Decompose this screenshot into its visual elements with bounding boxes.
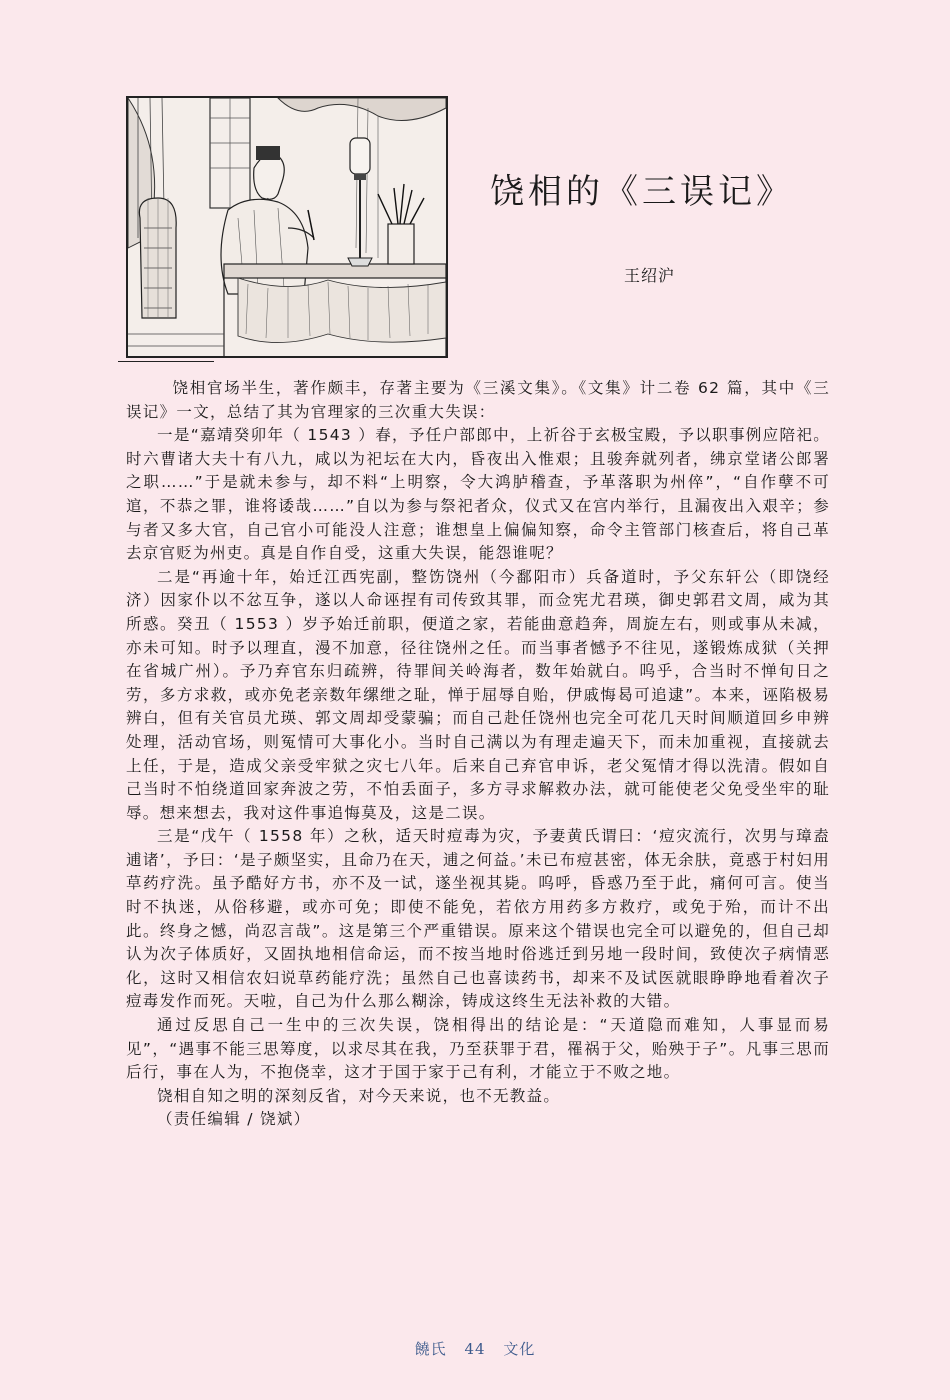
editor-credit: （责任编辑 / 饶斌）	[157, 1110, 311, 1129]
article-body	[126, 377, 830, 1132]
footer-section-name: 文化	[503, 1340, 536, 1358]
page-number: 44	[464, 1340, 486, 1358]
woodcut-illustration	[126, 96, 448, 358]
paragraph-intro: 饶相官场半生，著作颇丰，存著主要为《三溪文集》。《文集》计二卷 62 篇，其中《三误记》一文，总结了其为官理家的三次重大失误：	[126, 379, 830, 421]
paragraph-closing: 饶相自知之明的深刻反省，对今天来说，也不无教益。	[157, 1086, 561, 1105]
paragraph-conclusion: 通过反思自己一生中的三次失误，饶相得出的结论是：“天道隐而难知，人事显而易见”，“遇事不能三思筹度，以求尽其在我，乃至获罪于君，罹祸于父，贻殃于子”。凡事三思而后行，事在人为，不抱侥幸，这才于国于家于己有利，才能立于不败之地。	[126, 1016, 830, 1082]
scholar-writing-scene-image	[128, 98, 446, 356]
footer-magazine-name: 饒氏	[414, 1340, 447, 1358]
article-title: 饶相的《三误记》	[490, 172, 794, 212]
article-author: 王绍沪	[624, 266, 676, 285]
paragraph-first-mistake: 一是“嘉靖癸卯年（ 1543 ）春，予任户部郎中，上祈谷于玄极宝殿，予以职事例应陪祀。时六曹诸大夫十有八九，咸以为祀坛在大内，昏夜出入惟艰；且骏奔就列者，绋京堂诸公郎署之职……”于是就未参与，却不料“上明察，令大鸿胪稽查，予革落职为州倅”，“自作孽不可逭，不恭之罪，谁将诿哉……”自以为参与祭祀者众，仪式又在宫内举行，且漏夜出入艰辛；参与者又多大官，自己官小可能没人注意；谁想皇上偏偏知察，命令主管部门核查后，将自己革去京官贬为州吏。真是自作自受，这重大失误，能怨谁呢？	[126, 426, 830, 563]
paragraph-third-mistake: 三是“戊午（ 1558 年）之秋，适天时痘毒为灾，予妻黄氏谓曰：‘痘灾流行，次男与璋盍逋诸’，予曰：‘是子颇坚实，且命乃在天，逋之何益。’未已布痘甚密，体无余肤，竟惑于村妇用草药疗洗。虽予酷好方书，亦不及一试，遂坐视其毙。呜呼，昏惑乃至于此，痛何可言。使当时不执迷，从俗移避，或亦可免；即使不能免，若依方用药多方救疗，或免于殆，而计不出此。终身之憾，尚忍言哉”。这是第三个严重错误。原来这个错误也完全可以避免的，但自己却认为次子体质好，又固执地相信命运，而不按当地时俗逃迁到另地一段时间，致使次子病情恶化，这时又相信农妇说草药能疗洗；虽然自己也喜读药书，却来不及试医就眼睁睁地看着次子痘毒发作而死。天啦，自己为什么那么糊涂，铸成这终生无法补救的大错。	[126, 827, 830, 1011]
paragraph-second-mistake: 二是“再逾十年，始迁江西宪副，整饬饶州（今鄱阳市）兵备道时，予父东轩公（即饶经济）因家仆以不忿互争，遂以人命诬捏有司传致其罪，而佥宪尤君瑛，御史郭君文周，咸为其所惑。癸丑（ 1553 ）岁予始迁前职，便道之家，若能曲意趋奔，周旋左右，则或事从未减，亦未可知。时予以理直，漫不加意，径往饶州之任。而当事者憾予不往见，遂锻炼成狱（关押在省城广州）。予乃弃官东归疏辨，待罪间关岭海者，数年始就白。呜乎，合当时不惮旬日之劳，多方求救，或亦免老亲数年缧绁之耻，惮于屈辱自贻，伊戚悔曷可追逮”。本来，诬陷极易辨白，但有关官员尤瑛、郭文周却受蒙骗；而自己赴任饶州也完全可花几天时间顺道回乡申辨处理，活动官场，则冤情可大事化小。当时自己满以为有理走遍天下，而未加重视，直接就去上任，于是，造成父亲受牢狱之灾七八年。后来自己弃官申诉，老父冤情才得以洗清。假如自己当时不怕绕道回家奔波之劳，不怕丢面子，多方寻求解救办法，就可能使老父免受坐牢的耻辱。想来想去，我对这件事追悔莫及，这是二误。	[126, 567, 830, 822]
illustration-underline	[118, 361, 214, 362]
page-footer	[0, 1338, 950, 1359]
